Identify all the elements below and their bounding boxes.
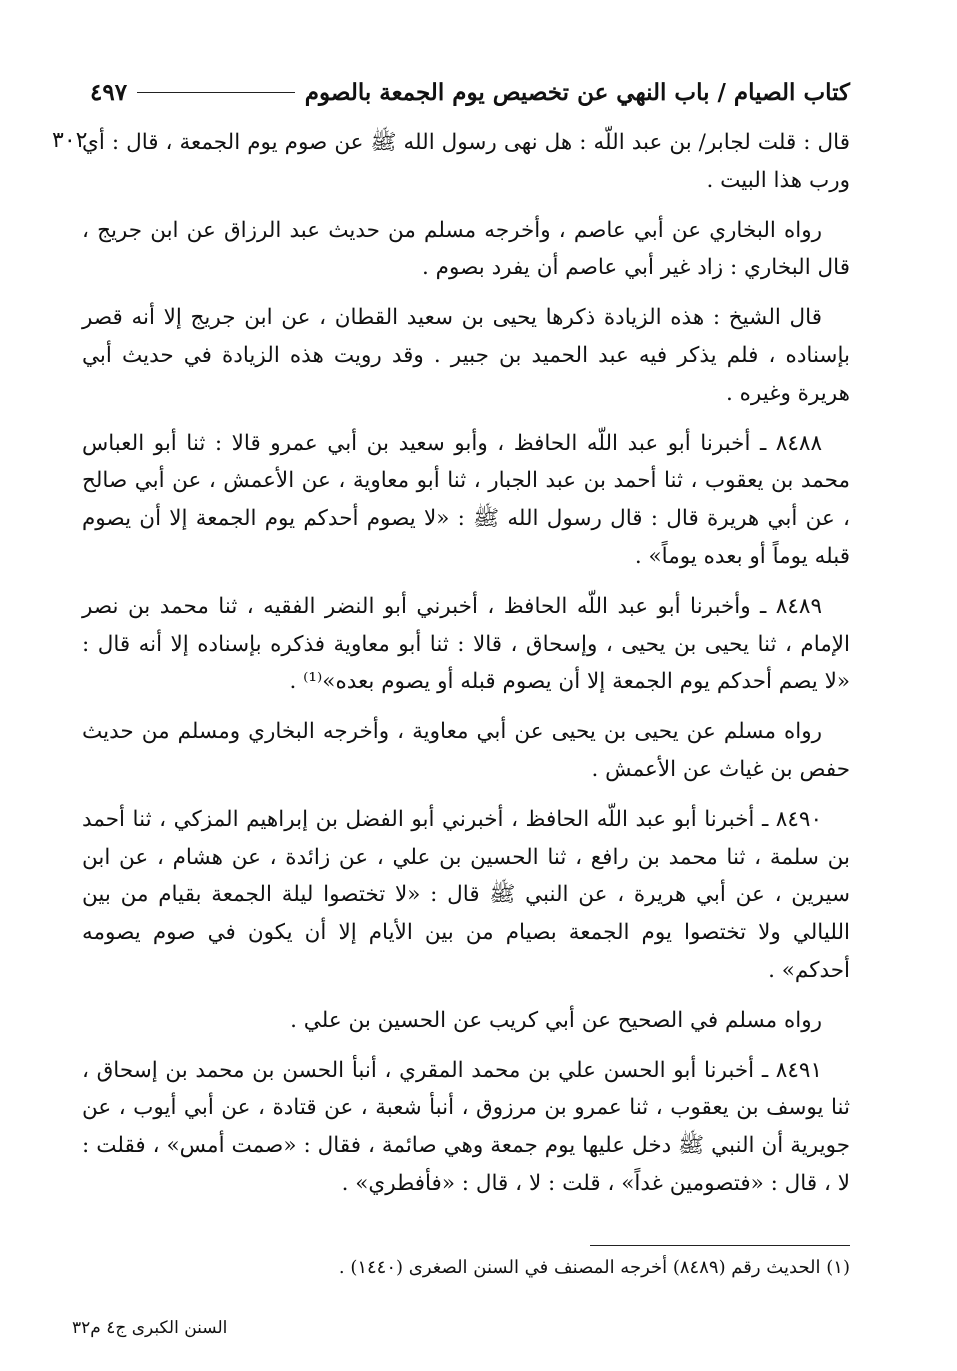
paragraph: رواه البخاري عن أبي عاصم ، وأخرجه مسلم من حديث عبد الرزاق عن ابن جريج ، قال البخاري : زاد غير أبي عاصم أن يفرد بصوم .: [82, 217, 850, 281]
footnote: (١) الحديث رقم (٨٤٨٩) أخرجه المصنف في السنن الصغرى (١٤٤٠) .: [338, 1257, 850, 1278]
hadith-entry: ٨٤٩١ ـ أخبرنا أبو الحسن علي بن محمد المقري ، أنبأ الحسن بن محمد بن إسحاق ، ثنا يوسف بن يعقوب ، ثنا عمرو بن مرزوق ، أنبأ شعبة ، عن قتادة ، عن أبي أيوب ، عن جويرية أن النبي ﷺ دخل عليها يوم جمعة وهي صائمة ، فقال : «صمت أمس» ، فقلت : لا ، قال : «فتصومين غداً» ، قلت : لا ، قال : «فأفطري» .: [82, 1057, 850, 1196]
hadith-entry: ٨٤٨٩ ـ وأخبرنا أبو عبد اللّه الحافظ ، أخبرني أبو النضر الفقيه ، ثنا محمد بن نصر الإمام ، ثنا يحيى بن يحيى ، وإسحاق ، قالا : ثنا أبو معاوية فذكره بإسناده إلا أنه قال : «لا يصم أحدكم يوم الجمعة إلا أن يصوم قبله أو يصوم بعده»⁽¹⁾ .: [82, 593, 850, 695]
paragraph: قال الشيخ : هذه الزيادة ذكرها يحيى بن سعيد القطان ، عن ابن جريج إلا أنه قصر بإسناده ، فلم يذكر فيه عبد الحميد بن جبير . وقد رويت هذه الزيادة في حديث أبي هريرة وغيره .: [82, 305, 850, 406]
page-number: ٤٩٧: [90, 78, 128, 106]
running-header: [90, 72, 850, 112]
body-text: [82, 124, 850, 1215]
margin-reference-number: ٣٠٢: [52, 128, 88, 153]
printer-signature: السنن الكبرى ج٤ م٣٢: [72, 1318, 228, 1338]
footnote-rule: [590, 1245, 850, 1246]
hadith-entry: ٨٤٨٨ ـ أخبرنا أبو عبد اللّه الحافظ ، وأبو سعيد بن أبي عمرو قالا : ثنا أبو العباس محمد بن يعقوب ، ثنا أحمد بن عبد الجبار ، ثنا أبو معاوية ، عن الأعمش ، عن أبي صالح ، عن أبي هريرة قال : قال رسول الله ﷺ : «لا يصوم أحدكم يوم الجمعة إلا أن يصوم قبله يوماً أو بعده يوماً» .: [82, 430, 850, 569]
paragraph: قال : قلت لجابر/ بن عبد اللّه : هل نهى رسول الله ﷺ عن صوم يوم الجمعة ، قال : أي ورب هذا البيت .: [82, 130, 850, 193]
paragraph: رواه مسلم عن يحيى بن يحيى عن أبي معاوية ، وأخرجه البخاري ومسلم من حديث حفص بن غياث عن الأعمش .: [82, 719, 850, 782]
hadith-entry: ٨٤٩٠ ـ أخبرنا أبو عبد اللّه الحافظ ، أخبرني أبو الفضل بن إبراهيم المزكي ، ثنا أحمد بن سلمة ، ثنا محمد بن رافع ، ثنا الحسين بن علي ، عن زائدة ، عن هشام ، عن ابن سيرين ، عن أبي هريرة ، عن النبي ﷺ قال : «لا تختصوا ليلة الجمعة بقيام من بين الليالي ولا تختصوا يوم الجمعة بصيام من بين الأيام إلا أن يكون في صوم يصومه أحدكم» .: [82, 806, 850, 983]
paragraph: رواه مسلم في الصحيح عن أبي كريب عن الحسين بن علي .: [290, 1007, 822, 1033]
chapter-title: كتاب الصيام / باب النهي عن تخصيص يوم الجمعة بالصوم: [304, 78, 850, 106]
header-rule: [137, 92, 295, 93]
